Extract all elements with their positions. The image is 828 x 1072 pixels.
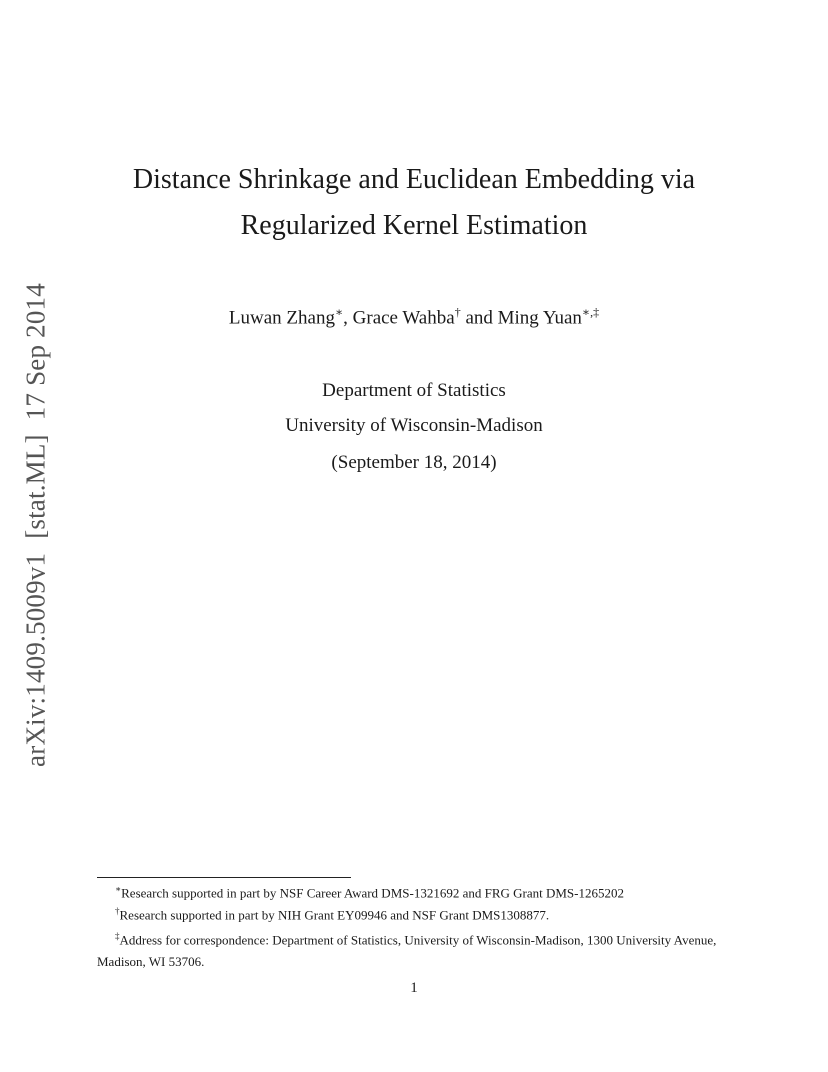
author-list	[0, 305, 828, 329]
affiliation	[0, 373, 828, 443]
author-name: Grace Wahba	[352, 307, 455, 329]
footnote-mark: ‡	[115, 930, 120, 941]
arxiv-date: 17 Sep 2014	[20, 283, 51, 421]
arxiv-stamp	[21, 283, 52, 767]
footnote-mark: ∗	[115, 884, 122, 894]
paper-date: (September 18, 2014)	[331, 452, 497, 473]
university: University of Wisconsin-Madison	[285, 415, 543, 436]
author-separator: ,	[343, 307, 348, 329]
arxiv-id: arXiv:1409.5009v1	[20, 552, 51, 767]
title-line-2: Regularized Kernel Estimation	[240, 210, 588, 241]
department: Department of Statistics	[322, 380, 506, 401]
footnote-rule	[97, 877, 351, 878]
footnote-text: Address for correspondence: Department of Statistics, University of Wisconsin-Madison, 1300 University Avenue, Madison, WI 53706.	[97, 931, 717, 969]
footnote-text: Research supported in part by NSF Career Award DMS-1321692 and FRG Grant DMS-1265202	[121, 885, 624, 901]
author-separator: and	[465, 307, 493, 329]
author-name: Luwan Zhang	[228, 307, 335, 329]
page-number: 1	[410, 980, 418, 996]
author-mark: †	[454, 305, 461, 319]
footnote-mark: †	[115, 906, 120, 917]
footnote	[97, 925, 737, 973]
paper-title	[0, 157, 828, 249]
footnote	[97, 902, 737, 924]
author-name: Ming Yuan	[497, 307, 582, 329]
footnote	[97, 880, 737, 902]
footnotes	[97, 880, 737, 973]
title-line-1: Distance Shrinkage and Euclidean Embedding via	[132, 164, 696, 195]
arxiv-category: [stat.ML]	[20, 434, 51, 539]
author-mark: ∗	[334, 305, 344, 319]
author-mark: ∗,‡	[581, 305, 600, 319]
footnote-text: Research supported in part by NIH Grant EY09946 and NSF Grant DMS1308877.	[119, 907, 550, 923]
